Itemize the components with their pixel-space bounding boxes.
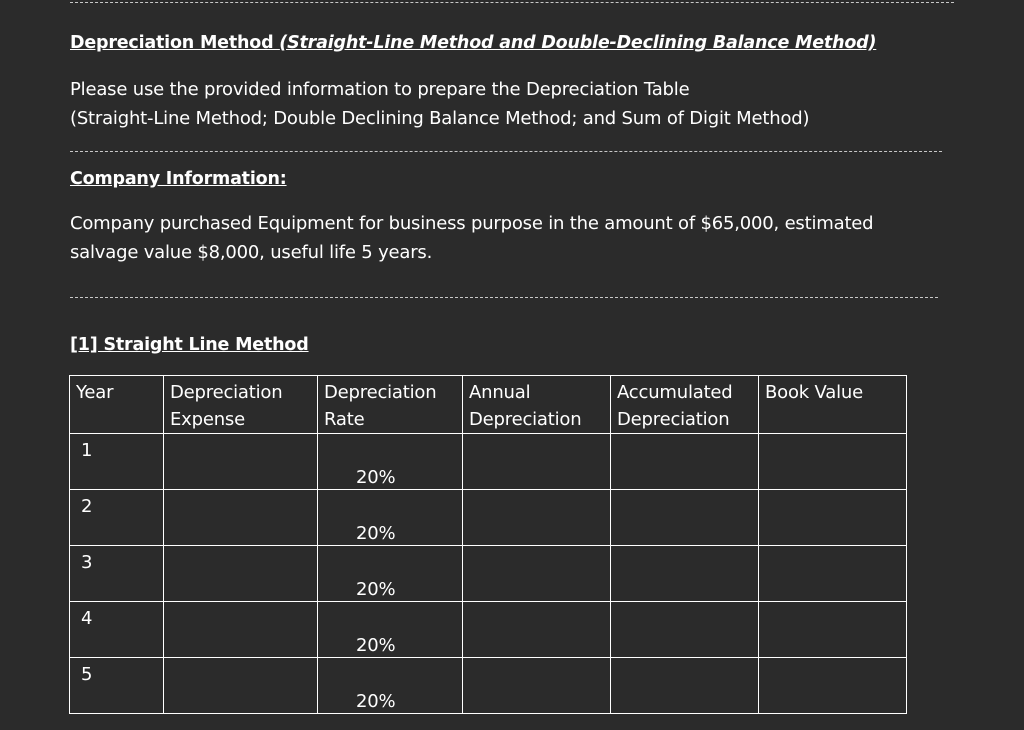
table-header-row (70, 376, 907, 434)
rate-cell: 20% (318, 490, 463, 546)
page-title-main: Depreciation Method (70, 33, 280, 53)
table-row (70, 490, 907, 546)
table-row (70, 434, 907, 490)
table-row (70, 602, 907, 658)
expense-cell[interactable] (164, 490, 318, 546)
header-accumulated-depreciation: Accumulated Depreciation (611, 376, 759, 434)
straight-line-heading: [1] Straight Line Method (70, 335, 309, 355)
annual-depreciation-cell[interactable] (463, 434, 611, 490)
expense-cell[interactable] (164, 658, 318, 714)
expense-cell[interactable] (164, 546, 318, 602)
expense-cell[interactable] (164, 434, 318, 490)
book-value-cell[interactable] (759, 490, 907, 546)
rate-cell: 20% (318, 602, 463, 658)
divider-1 (70, 151, 942, 152)
expense-cell[interactable] (164, 602, 318, 658)
table-row (70, 658, 907, 714)
intro-line-2: (Straight-Line Method; Double Declining Balance Method; and Sum of Digit Method) (70, 108, 810, 129)
straight-line-table (69, 375, 907, 714)
accumulated-depreciation-cell[interactable] (611, 546, 759, 602)
page-title-methods: (Straight-Line Method and Double-Declining Balance Method) (279, 33, 877, 53)
accumulated-depreciation-cell[interactable] (611, 434, 759, 490)
table-row (70, 546, 907, 602)
annual-depreciation-cell[interactable] (463, 546, 611, 602)
year-cell: 2 (70, 490, 164, 546)
company-info-line-2: salvage value $8,000, useful life 5 years. (70, 242, 433, 263)
book-value-cell[interactable] (759, 546, 907, 602)
book-value-cell[interactable] (759, 602, 907, 658)
rate-cell: 20% (318, 434, 463, 490)
annual-depreciation-cell[interactable] (463, 602, 611, 658)
rate-cell: 20% (318, 546, 463, 602)
page-title (70, 33, 876, 53)
annual-depreciation-cell[interactable] (463, 490, 611, 546)
year-cell: 3 (70, 546, 164, 602)
year-cell: 1 (70, 434, 164, 490)
year-cell: 5 (70, 658, 164, 714)
annual-depreciation-cell[interactable] (463, 658, 611, 714)
book-value-cell[interactable] (759, 434, 907, 490)
year-cell: 4 (70, 602, 164, 658)
accumulated-depreciation-cell[interactable] (611, 658, 759, 714)
book-value-cell[interactable] (759, 658, 907, 714)
header-annual-depreciation: Annual Depreciation (463, 376, 611, 434)
intro-line-1: Please use the provided information to prepare the Depreciation Table (70, 79, 690, 100)
divider-2 (70, 297, 938, 298)
header-book-value: Book Value (759, 376, 907, 434)
rate-cell: 20% (318, 658, 463, 714)
header-depreciation-rate: Depreciation Rate (318, 376, 463, 434)
intro-paragraph (70, 75, 809, 133)
header-year: Year (70, 376, 164, 434)
top-dashed-divider (70, 2, 954, 3)
header-depreciation-expense: Depreciation Expense (164, 376, 318, 434)
company-info-heading: Company Information: (70, 169, 287, 189)
company-info-line-1: Company purchased Equipment for business purpose in the amount of $65,000, estimated (70, 213, 874, 234)
company-info-paragraph (70, 209, 873, 267)
accumulated-depreciation-cell[interactable] (611, 490, 759, 546)
accumulated-depreciation-cell[interactable] (611, 602, 759, 658)
